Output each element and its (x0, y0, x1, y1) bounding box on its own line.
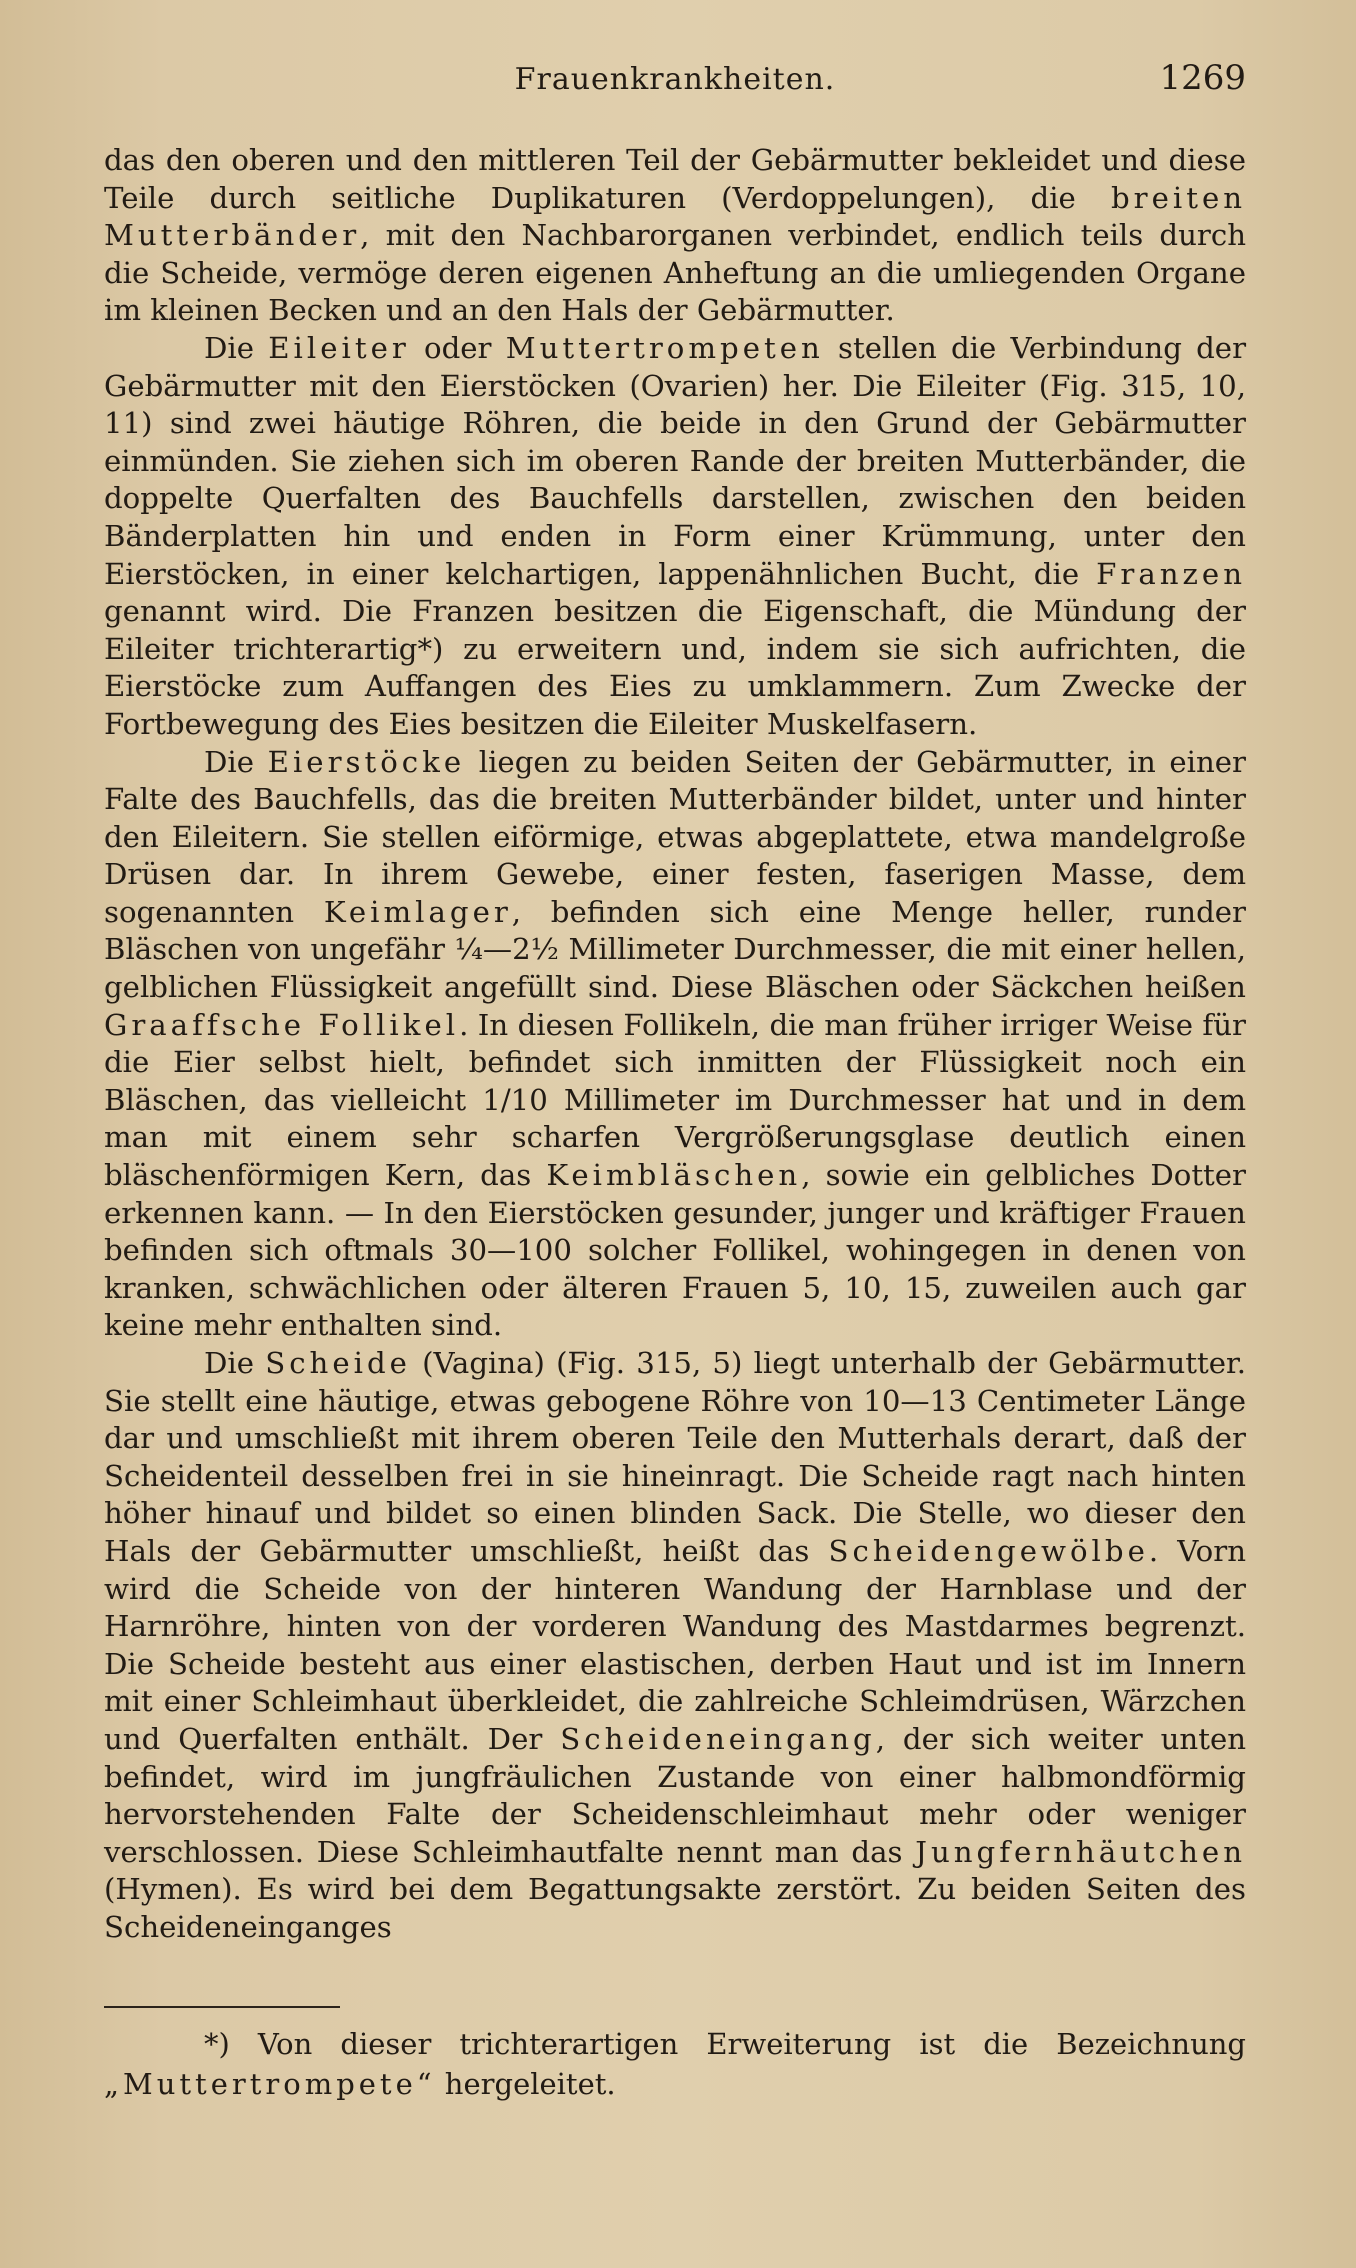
running-title: Frauenkrankheiten. (514, 62, 836, 97)
footnote-term: „Muttertrompete“ (104, 2067, 436, 2101)
term-scheideneingang: Scheideneingang (560, 1721, 876, 1756)
paragraph-3: Die Eierstöcke liegen zu beiden Seiten der Gebärmutter, in einer Falte des Bauchfells, das die breiten Mutterbänder bildet, unter und hinter den Eileitern. Sie stellen eiförmige, etwas abgeplattete, etwa mandelgroße Drüsen dar. In ihrem Gewebe, einer festen, faserigen Masse, dem sogenannten Keimlager, befinden sich eine Menge heller, runder Bläschen von ungefähr ¼—2½ Millimeter Durchmesser, die mit einer hellen, gelblichen Flüssigkeit angefüllt sind. Diese Bläschen oder Säckchen heißen Graaffsche Follikel. In diesen Follikeln, die man früher irriger Weise für die Eier selbst hielt, befindet sich inmitten der Flüssigkeit noch ein Bläschen, das vielleicht 1/10 Millimeter im Durchmesser hat und in dem man mit einem sehr scharfen Vergrößerungsglase deutlich einen bläschenförmigen Kern, das Keimbläschen, sowie ein gelbliches Dotter erkennen kann. — In den Eierstöcken gesunder, junger und kräftiger Frauen befinden sich oftmals 30—100 solcher Follikel, wohingegen in denen von kranken, schwächlichen oder älteren Frauen 5, 10, 15, zuweilen auch gar keine mehr enthalten sind. (104, 744, 1247, 1343)
paragraph-1: das den oberen und den mittleren Teil der Gebärmutter bekleidet und diese Teile durch seitliche Duplikaturen (Verdoppelungen), die breiten Mutterbänder, mit den Nachbarorganen verbindet, endlich teils durch die Scheide, vermöge deren eigenen Anheftung an die umliegenden Organe im kleinen Becken und an den Hals der Gebärmutter. (104, 143, 1247, 328)
footnote-divider (104, 2006, 340, 2008)
term-keimblaeschen: Keimbläschen (546, 1158, 802, 1193)
paragraph-4: Die Scheide (Vagina) (Fig. 315, 5) liegt unterhalb der Gebärmutter. Sie stellt eine häutige, etwas gebogene Röhre von 10—13 Centimeter Länge dar und umschließt mit ihrem oberen Teile den Mutterhals derart, daß der Scheidenteil desselben frei in sie hineinragt. Die Scheide ragt nach hinten höher hinauf und bildet so einen blinden Sack. Die Stelle, wo dieser den Hals der Gebärmutter umschließt, heißt das Scheidengewölbe. Vorn wird die Scheide von der hinteren Wandung der Harnblase und der Harnröhre, hinten von der vorderen Wandung des Mastdarmes begrenzt. Die Scheide besteht aus einer elastischen, derben Haut und ist im Innern mit einer Schleimhaut überkleidet, die zahlreiche Schleimdrüsen, Wärzchen und Querfalten enthält. Der Scheideneingang, der sich weiter unten befindet, wird im jungfräulichen Zustande von einer halbmondförmig hervorstehenden Falte der Scheidenschleimhaut mehr oder weniger verschlossen. Diese Schleimhautfalte nennt man das Jungfernhäutchen (Hymen). Es wird bei dem Begattungsakte zerstört. Zu beiden Seiten des Scheideneinganges (104, 1346, 1247, 1944)
page-number: 1269 (1159, 58, 1246, 98)
paragraph-2: Die Eileiter oder Muttertrompeten stellen die Verbindung der Gebärmutter mit den Eierstöcken (Ovarien) her. Die Eileiter (Fig. 315, 10, 11) sind zwei häutige Röhren, die beide in den Grund der Gebärmutter einmünden. Sie ziehen sich im oberen Rande der breiten Mutterbänder, die doppelte Querfalten des Bauchfells darstellen, zwischen den beiden Bänderplatten hin und enden in Form einer Krümmung, unter den Eierstöcken, in einer kelchartigen, lappenähnlichen Bucht, die Franzen genannt wird. Die Franzen besitzen die Eigenschaft, die Mündung der Eileiter trichterartig*) zu erweitern und, indem sie sich aufrichten, die Eierstöcke zum Auffangen des Eies zu umklammern. Zum Zwecke der Fortbewegung des Eies besitzen die Eileiter Muskelfasern. (104, 330, 1247, 741)
term-jungfernhaeutchen: Jungfernhäutchen (915, 1834, 1246, 1869)
term-scheide: Scheide (265, 1346, 411, 1380)
term-breite-mutterbaender: breiten Mutterbänder (104, 180, 1247, 253)
body-text (104, 142, 1246, 1947)
term-eileiter: Eileiter (268, 330, 410, 365)
term-graaffsche-follikel: Graaffsche Follikel (104, 1007, 460, 1042)
running-head (104, 58, 1246, 112)
term-eierstoecke: Eierstöcke (267, 744, 466, 779)
term-franzen: Franzen (1096, 556, 1246, 591)
term-keimlager: Keimlager (323, 894, 512, 929)
term-muttertrompeten: Muttertrompeten (505, 330, 824, 365)
footnote: *) Von dieser trichterartigen Erweiterung ist die Bezeichnung „Muttertrompete“ hergeleitet. (104, 2027, 1246, 2101)
term-scheidengewoelbe: Scheidengewölbe (828, 1533, 1149, 1568)
